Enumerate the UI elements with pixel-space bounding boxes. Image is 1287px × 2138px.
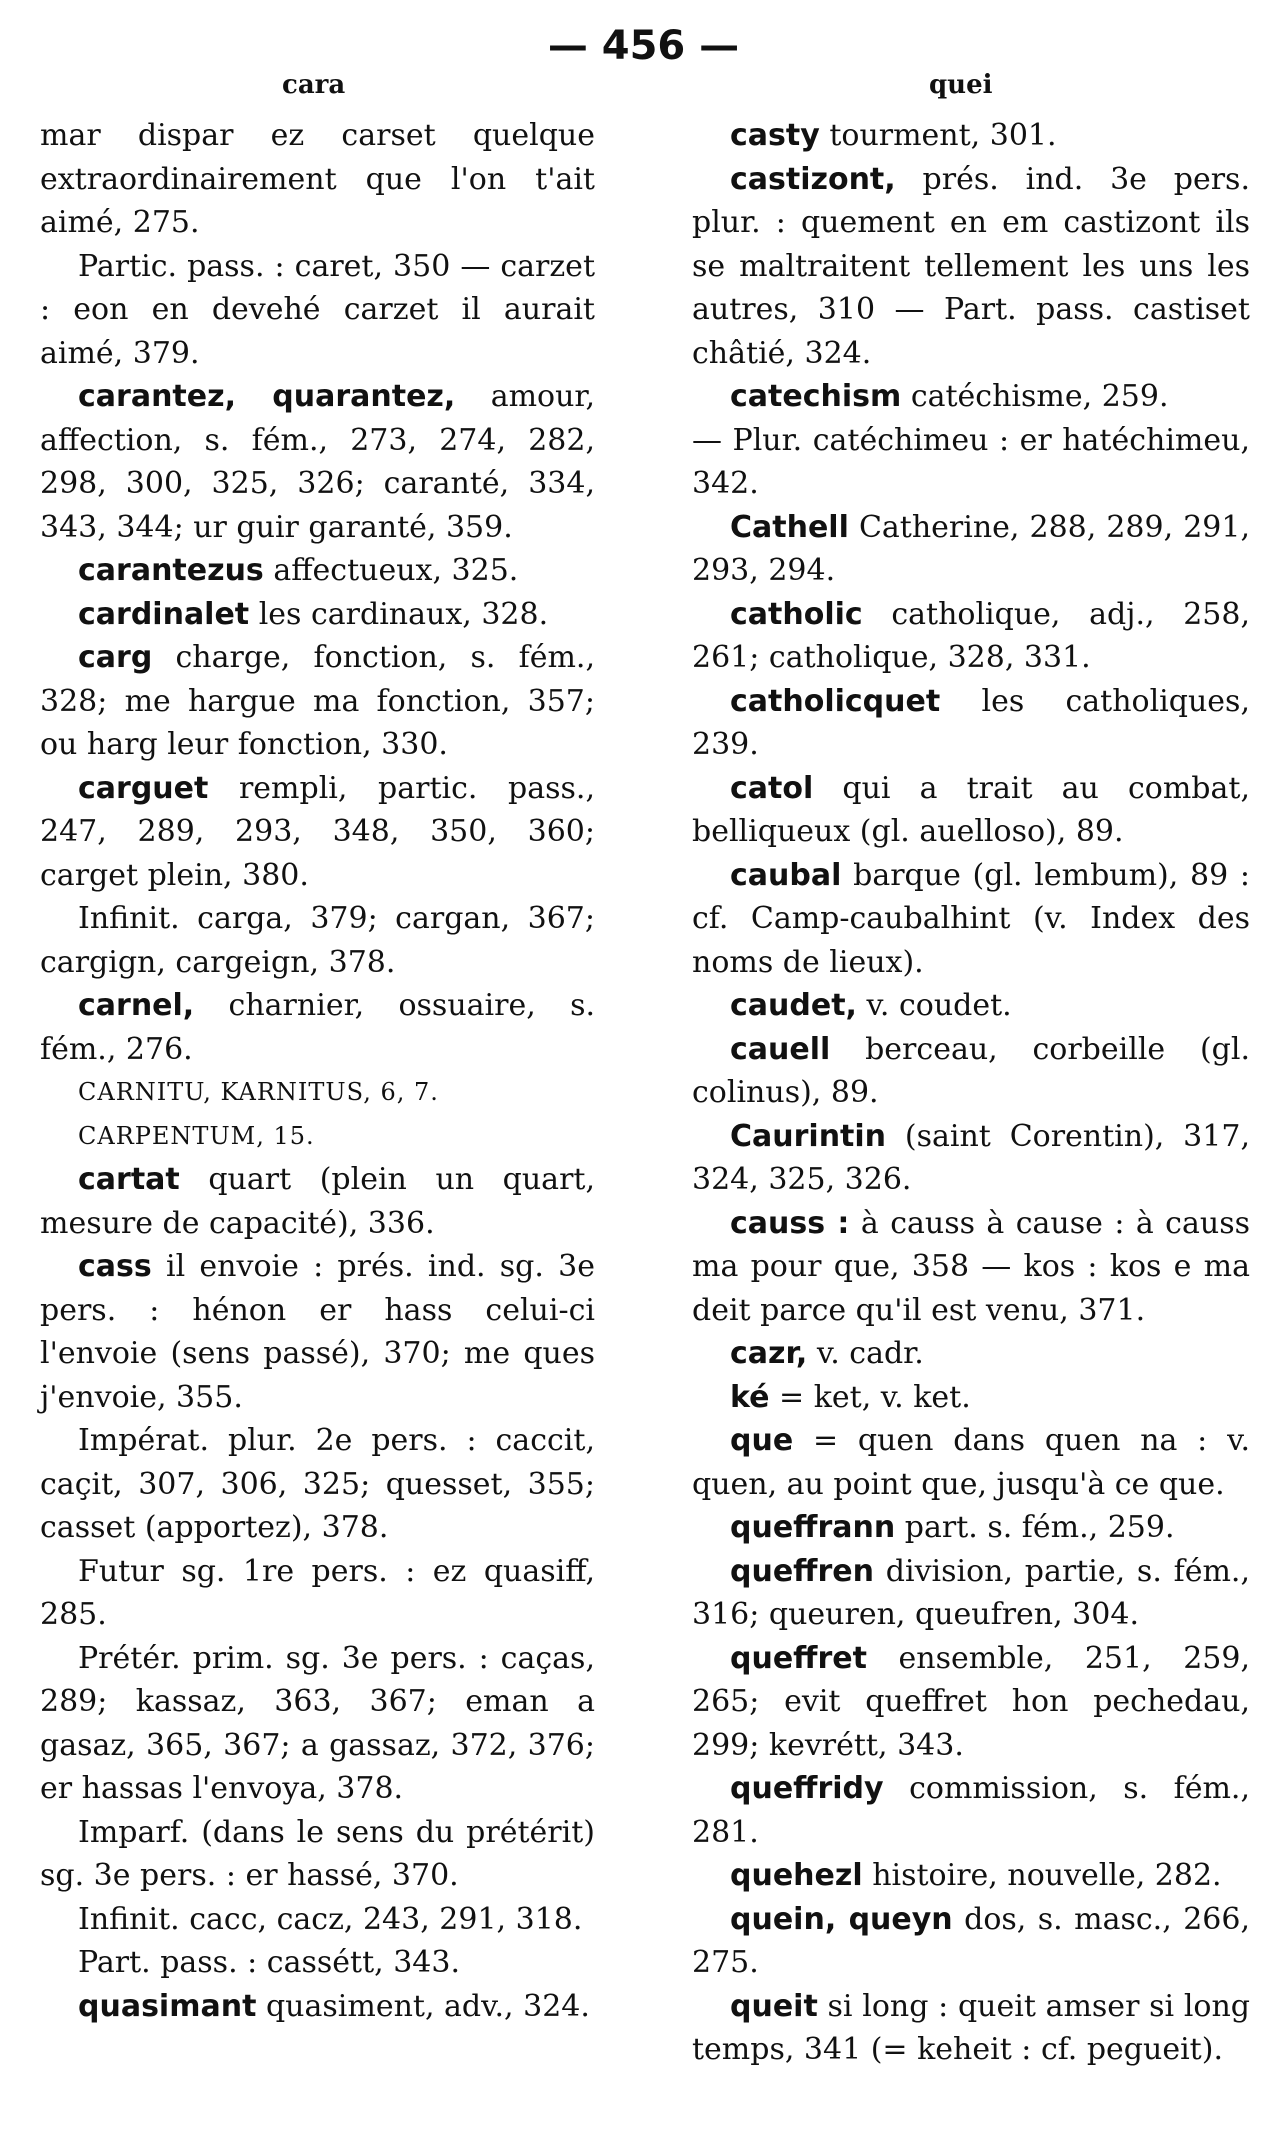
entry-text: mar dispar ez carset quelque extraordinairement que l'on t'ait aimé, 275. <box>40 118 595 240</box>
entry-text: division, partie, s. fém., 316; queuren, queufren, 304. <box>692 1553 1250 1632</box>
entry-headword: cardinalet <box>78 596 250 632</box>
dictionary-entry <box>692 1419 1250 1506</box>
entry-text: barque (gl. lembum), 89 : cf. Camp-caubalhint (v. Index des noms de lieux). <box>692 857 1250 980</box>
entry-text: histoire, nouvelle, 282. <box>872 1858 1222 1893</box>
dictionary-entry <box>692 1550 1250 1637</box>
entry-text: CARPENTUM, 15. <box>78 1121 315 1150</box>
entry-text: prés. ind. 3e pers. plur. : quement en em castizont ils se maltraitent tellement les uns les autres, 310 — Part. pass. castiset châtié, 324. <box>692 161 1250 371</box>
entry-headword: Cathell <box>730 509 849 545</box>
entry-headword: cauell <box>730 1031 831 1067</box>
dictionary-entry <box>40 245 595 376</box>
entry-text: berceau, corbeille (gl. colinus), 89. <box>692 1031 1250 1110</box>
entry-headword: caudet, <box>730 988 857 1023</box>
entry-text: = quen dans quen na : v. quen, au point que, jusqu'à ce que. <box>692 1423 1250 1502</box>
dictionary-entry <box>692 114 1250 158</box>
entry-headword: queffren <box>730 1553 874 1589</box>
dictionary-entry <box>692 1202 1250 1333</box>
right-column <box>692 114 1250 2072</box>
entry-text: v. cadr. <box>816 1336 924 1371</box>
dictionary-entry <box>40 1419 595 1550</box>
dictionary-entry <box>40 1071 595 1115</box>
entry-text: Impérat. plur. 2e pers. : caccit, caçit, 307, 306, 325; quesset, 355; casset (apportez), 378. <box>40 1423 595 1545</box>
entry-headword: quehezl <box>730 1858 863 1893</box>
entry-headword: cass <box>78 1249 152 1284</box>
dictionary-entry <box>692 375 1250 419</box>
dictionary-entry <box>40 375 595 549</box>
entry-text: Futur sg. 1re pers. : ez quasiff, 285. <box>40 1553 595 1632</box>
entry-text: Prétér. prim. sg. 3e pers. : caças, 289; kassaz, 363, 367; eman a gasaz, 365, 367; a gassaz, 372, 376; er hassas l'envoya, 378. <box>40 1640 595 1806</box>
entry-headword: Caurintin <box>730 1118 887 1154</box>
entry-text: charge, fonction, s. fém., 328; me hargue ma fonction, 357; ou harg leur fonction, 330. <box>40 640 595 762</box>
dictionary-entry <box>40 767 595 898</box>
dictionary-entry <box>692 767 1250 854</box>
entry-text: = ket, v. ket. <box>779 1379 971 1415</box>
entry-headword: causs : <box>730 1205 850 1241</box>
entry-headword: quein, queyn <box>730 1901 953 1937</box>
entry-text: qui a trait au combat, belliqueux (gl. auelloso), 89. <box>692 770 1250 849</box>
entry-headword: catol <box>730 770 814 806</box>
dictionary-entry <box>692 1028 1250 1115</box>
dictionary-entry <box>692 854 1250 985</box>
entry-text: ensemble, 251, 259, 265; evit queffret hon pechedau, 299; kevrétt, 343. <box>692 1640 1250 1763</box>
entry-headword: carnel, <box>78 988 195 1023</box>
dictionary-entry <box>692 1767 1250 1854</box>
entry-headword: carg <box>78 640 153 675</box>
entry-headword: queffret <box>730 1640 867 1676</box>
entry-text: amour, affection, s. fém., 273, 274, 282, 298, 300, 325, 326; caranté, 334, 343, 344; ur guir garanté, 359. <box>40 379 595 545</box>
entry-text: rempli, partic. pass., 247, 289, 293, 348, 350, 360; carget plein, 380. <box>40 770 595 893</box>
entry-headword: queit <box>730 1988 818 2024</box>
running-head-left: cara <box>282 70 346 100</box>
dictionary-entry <box>40 1115 595 1159</box>
dictionary-entry <box>40 1985 595 2029</box>
dictionary-entry <box>692 1376 1250 1420</box>
dictionary-entry <box>692 593 1250 680</box>
entry-text: quart (plein un quart, mesure de capacité), 336. <box>40 1162 595 1241</box>
entry-text: commission, s. fém., 281. <box>692 1771 1250 1850</box>
dictionary-entry <box>40 1245 595 1419</box>
dictionary-entry <box>692 1637 1250 1768</box>
dictionary-entry <box>40 1550 595 1637</box>
dictionary-entry <box>40 1158 595 1245</box>
entry-text: catholique, adj., 258, 261; catholique, 328, 331. <box>692 596 1250 675</box>
entry-headword: quasimant <box>78 1988 257 2024</box>
entry-text: catéchisme, 259. <box>910 379 1169 414</box>
dictionary-entry <box>692 1985 1250 2072</box>
entry-text: tourment, 301. <box>829 118 1057 153</box>
running-head-right: quei <box>929 70 993 100</box>
dictionary-entry <box>40 636 595 767</box>
entry-text: part. s. fém., 259. <box>904 1510 1175 1545</box>
entry-headword: carantezus <box>78 553 264 588</box>
entry-headword: cazr, <box>730 1336 808 1371</box>
dictionary-entry <box>692 1332 1250 1376</box>
entry-headword: queffrann <box>730 1510 896 1545</box>
entry-text: Imparf. (dans le sens du prétérit) sg. 3e pers. : er hassé, 370. <box>40 1814 595 1893</box>
dictionary-entry <box>40 984 595 1071</box>
dictionary-entry <box>40 1811 595 1898</box>
dictionary-entry <box>40 549 595 593</box>
dictionary-entry <box>40 114 595 245</box>
dictionary-entry <box>692 1506 1250 1550</box>
entry-headword: carguet <box>78 770 209 806</box>
entry-headword: casty <box>730 118 820 153</box>
entry-text: les cardinaux, 328. <box>258 596 549 632</box>
entry-text: Part. pass. : cassétt, 343. <box>78 1945 461 1980</box>
entry-text: il envoie : prés. ind. sg. 3e pers. : hénon er hass celui-ci l'envoie (sens passé), 370; me ques j'envoie, 355. <box>40 1249 596 1415</box>
entry-text: quasiment, adv., 324. <box>265 1988 590 2024</box>
entry-text: charnier, ossuaire, s. fém., 276. <box>40 988 595 1067</box>
entry-text: affectueux, 325. <box>273 553 519 588</box>
entry-text: à causs à cause : à causs ma pour que, 358 — kos : kos e ma deit parce qu'il est venu, 371. <box>692 1205 1250 1328</box>
entry-headword: castizont, <box>730 161 896 197</box>
dictionary-entry <box>692 1898 1250 1985</box>
entry-text: les catholiques, 239. <box>692 683 1250 762</box>
entry-text: v. coudet. <box>866 988 1012 1023</box>
entry-headword: que <box>730 1423 794 1458</box>
entry-headword: caubal <box>730 857 842 893</box>
dictionary-entry <box>40 897 595 984</box>
dictionary-entry <box>40 1637 595 1811</box>
left-column <box>40 114 595 2028</box>
dictionary-entry <box>692 158 1250 376</box>
entry-text: dos, s. masc., 266, 275. <box>692 1901 1250 1980</box>
entry-text: CARNITU, KARNITUS, 6, 7. <box>78 1078 439 1106</box>
dictionary-entry <box>692 984 1250 1028</box>
dictionary-entry <box>692 506 1250 593</box>
dictionary-entry <box>692 1854 1250 1898</box>
dictionary-entry <box>692 419 1250 506</box>
dictionary-entry <box>692 1115 1250 1202</box>
entry-headword: cartat <box>78 1162 180 1197</box>
page-number: — 456 — <box>547 23 740 69</box>
entry-text: si long : queit amser si long temps, 341 (= keheit : cf. pegueit). <box>692 1988 1250 2067</box>
entry-headword: queffridy <box>730 1771 884 1806</box>
entry-headword: catholicquet <box>730 683 941 719</box>
entry-headword: catechism <box>730 379 902 414</box>
entry-headword: catholic <box>730 596 863 632</box>
entry-text: Catherine, 288, 289, 291, 293, 294. <box>692 509 1250 588</box>
dictionary-entry <box>40 1941 595 1985</box>
dictionary-entry <box>692 680 1250 767</box>
entry-text: (saint Corentin), 317, 324, 325, 326. <box>692 1118 1250 1197</box>
entry-text: Infinit. cacc, cacz, 243, 291, 318. <box>78 1901 583 1937</box>
entry-text: — Plur. catéchimeu : er hatéchimeu, 342. <box>692 422 1250 501</box>
dictionary-entry <box>40 593 595 637</box>
entry-headword: ké <box>730 1379 770 1415</box>
entry-text: Partic. pass. : caret, 350 — carzet : eon en devehé carzet il aurait aimé, 379. <box>40 248 595 371</box>
dictionary-entry <box>40 1898 595 1942</box>
entry-headword: carantez, quarantez, <box>78 379 456 414</box>
entry-text: Infinit. carga, 379; cargan, 367; cargign, cargeign, 378. <box>40 901 595 980</box>
